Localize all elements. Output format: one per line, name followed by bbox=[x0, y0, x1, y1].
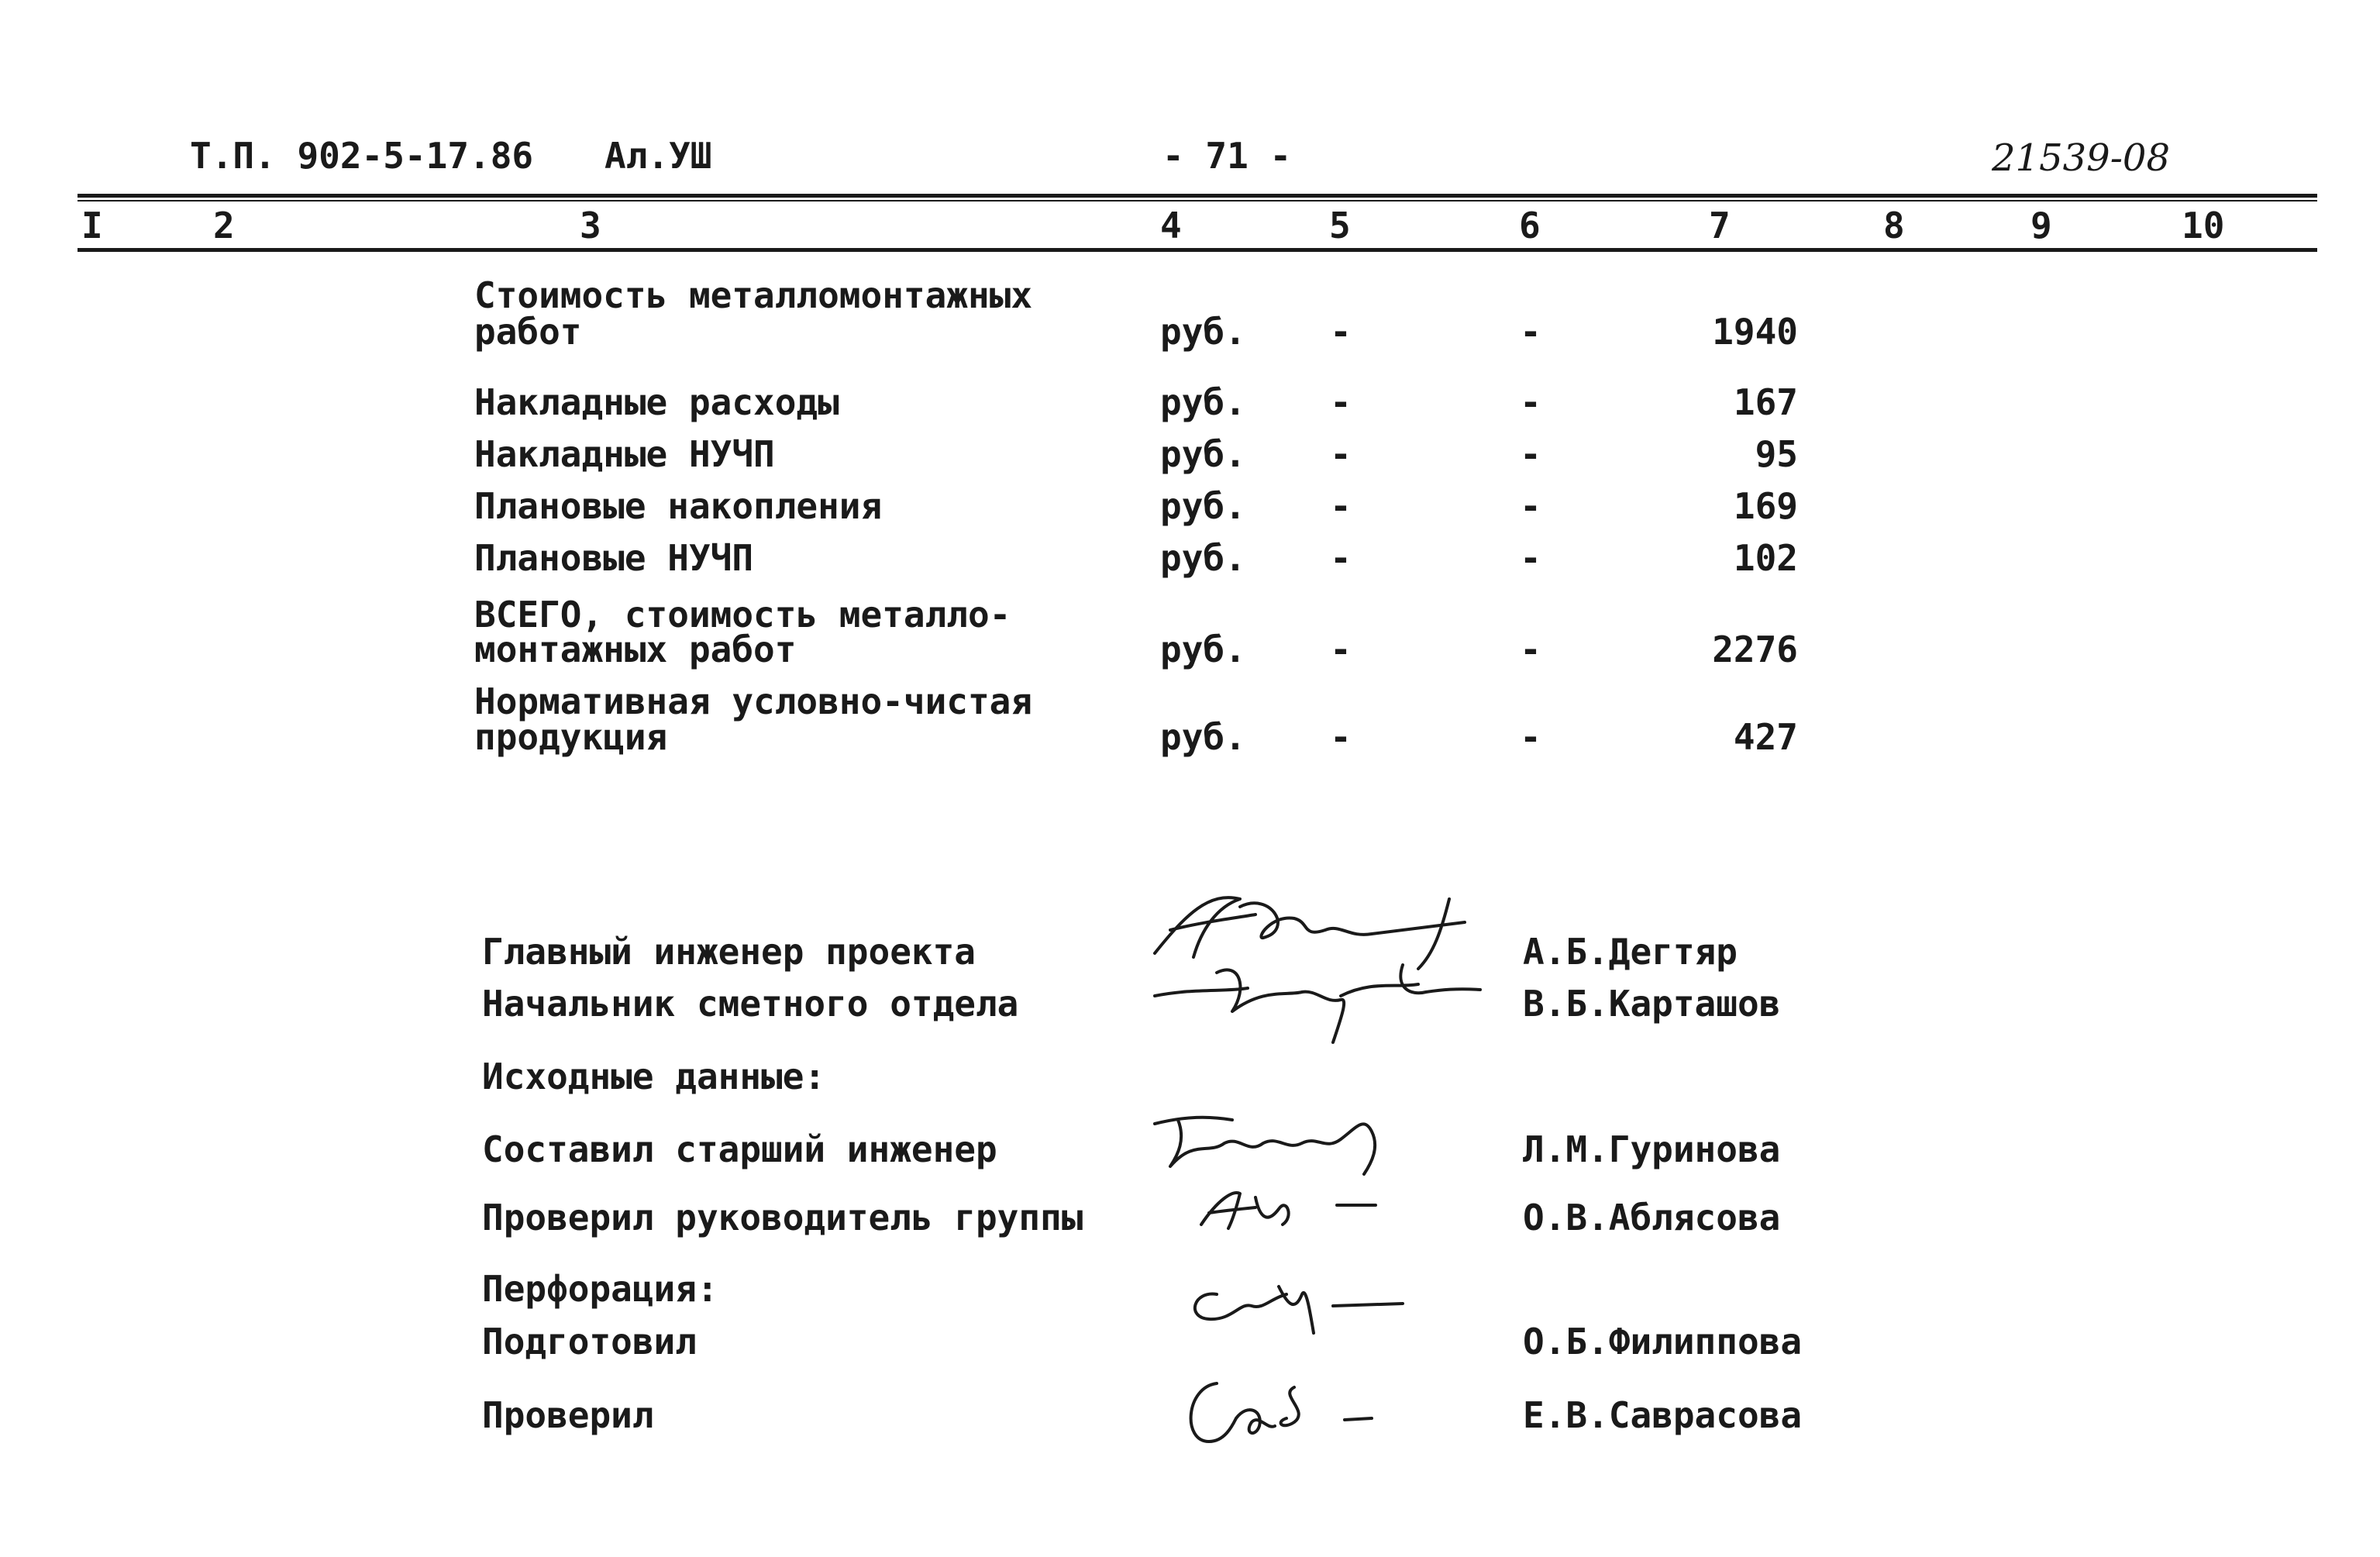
row-unit: руб. bbox=[1160, 485, 1246, 527]
row-col6: - bbox=[1520, 311, 1541, 353]
prepared-name: О.Б.Филиппова bbox=[1523, 1321, 1803, 1362]
signature-dept-head bbox=[1147, 957, 1488, 1066]
column-header-7: 7 bbox=[1709, 205, 1731, 246]
row-value: 2276 bbox=[1712, 629, 1798, 670]
row-col5: - bbox=[1330, 381, 1352, 423]
checked-name: О.В.Аблясова bbox=[1523, 1197, 1781, 1238]
row-col5: - bbox=[1330, 537, 1352, 579]
row-value: 95 bbox=[1755, 433, 1798, 475]
row-value: 1940 bbox=[1712, 311, 1798, 353]
row-name: работ bbox=[474, 311, 582, 353]
row-unit: руб. bbox=[1160, 381, 1246, 423]
row-col6: - bbox=[1520, 433, 1541, 475]
perforation-label: Перфорация: bbox=[482, 1268, 718, 1310]
album-label: Ал.УШ bbox=[604, 135, 712, 177]
column-header-4: 4 bbox=[1160, 205, 1182, 246]
row-name: продукция bbox=[474, 716, 668, 758]
row-name: Нормативная условно-чистая bbox=[474, 680, 1033, 722]
page-number: - 71 - bbox=[1162, 135, 1292, 177]
row-name: монтажных работ bbox=[474, 629, 797, 670]
inventory-number: 21539-08 bbox=[1992, 136, 2170, 180]
header-rule-top bbox=[77, 194, 2317, 198]
row-col6: - bbox=[1520, 537, 1541, 579]
doc-code: Т.П. 902-5-17.86 bbox=[190, 135, 534, 177]
dept-head-name: В.Б.Карташов bbox=[1523, 983, 1781, 1025]
row-name: ВСЕГО, стоимость металло- bbox=[474, 594, 1011, 636]
row-col5: - bbox=[1330, 485, 1352, 527]
column-header-9: 9 bbox=[2030, 205, 2052, 246]
row-name: Накладные расходы bbox=[474, 381, 839, 423]
row-unit: руб. bbox=[1160, 537, 1246, 579]
row-col6: - bbox=[1520, 629, 1541, 670]
row-col5: - bbox=[1330, 433, 1352, 475]
signature-verified bbox=[1178, 1372, 1410, 1457]
header-rule-bottom bbox=[77, 248, 2317, 252]
row-unit: руб. bbox=[1160, 311, 1246, 353]
header-rule-top-thin bbox=[77, 200, 2317, 202]
signature-checked bbox=[1193, 1178, 1387, 1240]
row-unit: руб. bbox=[1160, 433, 1246, 475]
signature-prepared bbox=[1178, 1271, 1410, 1341]
chief-engineer-role: Главный инженер проекта bbox=[482, 931, 976, 973]
row-col6: - bbox=[1520, 716, 1541, 758]
row-col5: - bbox=[1330, 716, 1352, 758]
checked-role: Проверил руководитель группы bbox=[482, 1197, 1083, 1238]
column-header-3: 3 bbox=[580, 205, 601, 246]
column-header-8: 8 bbox=[1883, 205, 1905, 246]
row-col6: - bbox=[1520, 381, 1541, 423]
row-name: Плановые накопления bbox=[474, 485, 883, 527]
row-unit: руб. bbox=[1160, 629, 1246, 670]
row-name: Плановые НУЧП bbox=[474, 537, 754, 579]
row-col5: - bbox=[1330, 629, 1352, 670]
prepared-role: Подготовил bbox=[482, 1321, 697, 1362]
column-header-1: I bbox=[81, 205, 103, 246]
row-unit: руб. bbox=[1160, 716, 1246, 758]
row-value: 102 bbox=[1733, 537, 1798, 579]
verified-role: Проверил bbox=[482, 1394, 654, 1436]
row-value: 169 bbox=[1733, 485, 1798, 527]
column-header-5: 5 bbox=[1329, 205, 1351, 246]
row-value: 427 bbox=[1733, 716, 1798, 758]
source-data-label: Исходные данные: bbox=[482, 1056, 826, 1097]
row-value: 167 bbox=[1733, 381, 1798, 423]
verified-name: Е.В.Саврасова bbox=[1523, 1394, 1803, 1436]
compiled-role: Составил старший инженер bbox=[482, 1128, 997, 1170]
column-header-10: 10 bbox=[2182, 205, 2225, 246]
column-header-6: 6 bbox=[1519, 205, 1541, 246]
compiled-name: Л.М.Гуринова bbox=[1523, 1128, 1781, 1170]
signature-compiled bbox=[1147, 1108, 1395, 1178]
row-col5: - bbox=[1330, 311, 1352, 353]
row-name: Стоимость металломонтажных bbox=[474, 274, 1033, 316]
column-header-2: 2 bbox=[213, 205, 235, 246]
row-col6: - bbox=[1520, 485, 1541, 527]
dept-head-role: Начальник сметного отдела bbox=[482, 983, 1019, 1025]
row-name: Накладные НУЧП bbox=[474, 433, 775, 475]
chief-engineer-name: А.Б.Дегтяр bbox=[1523, 931, 1738, 973]
